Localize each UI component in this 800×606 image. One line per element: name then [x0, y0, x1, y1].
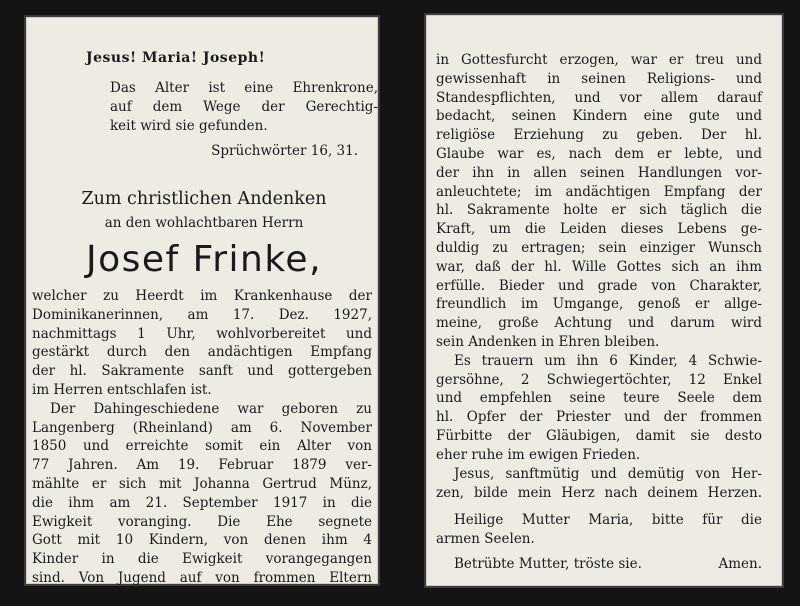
body-line: Langenberg (Rheinland) am 6. November	[32, 419, 372, 436]
body-line: religiöse Erziehung zu geben. Der hl.	[436, 127, 762, 144]
invocation-header: Jesus! Maria! Joseph!	[86, 50, 266, 66]
body-line: gestärkt durch den andächtigen Empfang	[32, 344, 372, 361]
prayer-line: zen, bilde mein Herz nach deinem Herzen.	[436, 484, 762, 501]
body-line: Standespflichten, und vor allem darauf	[436, 89, 762, 106]
body-line: meine, große Achtung und darum wird	[436, 315, 762, 332]
body-line: der ihn in allen seinen Handlungen vor-	[436, 164, 762, 181]
prayer-line: Jesus, sanftmütig und demütig von Her-	[454, 466, 762, 482]
body-line: duldig zu ertragen; sein einziger Wunsch	[436, 239, 762, 256]
verse-line: keit wird sie gefunden.	[110, 117, 268, 134]
body-line: Der Dahingeschiedene war geboren zu	[50, 400, 372, 417]
body-line: im Herren entschlafen ist.	[32, 381, 212, 398]
body-line: Ewigkeit voranging. Die Ehe segnete	[32, 513, 372, 530]
body-line: erfülle. Bieder und grade von Charakter,	[436, 277, 762, 294]
body-line: Dominikanerinnen, am 17. Dez. 1927,	[32, 306, 372, 323]
prayer-line: armen Seelen.	[436, 530, 535, 547]
body-line: in Gottesfurcht erzogen, war er treu und	[436, 52, 762, 68]
memorial-intro: an den wohlachtbaren Herrn	[104, 215, 304, 231]
body-line: Kinder in die Ewigkeit vorangegangen	[32, 551, 372, 568]
closing-row	[436, 555, 762, 574]
prayer-line: Betrübte Mutter, tröste sie.	[454, 556, 642, 572]
body-line: und empfehlen seine teure Seele dem	[436, 390, 762, 407]
right-memorial-card	[424, 13, 784, 588]
body-line: anleuchtete; im andächtigen Empfang der	[436, 183, 762, 200]
body-line: hl. Opfer der Priester und der frommen	[436, 409, 762, 426]
body-line: welcher zu Heerdt im Krankenhause der	[32, 288, 372, 304]
prayer-mother	[436, 555, 762, 574]
body-line: sein Andenken in Ehren bleiben.	[436, 333, 660, 350]
biography-continued-text	[436, 51, 762, 465]
prayer-maria	[436, 511, 762, 549]
body-line: 1850 und erreichte somit ein Alter von	[32, 438, 372, 455]
body-line: bedacht, seinen Kindern eine gute und	[436, 108, 762, 125]
body-line: nachmittags 1 Uhr, wohlvorbereitet und	[32, 325, 372, 342]
body-line: hl. Sakramente holte er sich täglich die	[436, 202, 762, 219]
left-memorial-card	[24, 15, 380, 586]
prayer-line: Heilige Mutter Maria, bitte für die	[454, 512, 762, 528]
deceased-name: Josef Frinke,	[85, 239, 323, 280]
body-line: eher ruhe im ewigen Frieden.	[436, 446, 641, 463]
body-line: sind. Von Jugend auf von frommen Eltern	[32, 569, 372, 586]
verse-line: auf dem Wege der Gerechtig-	[110, 98, 378, 115]
body-line: gersöhne, 2 Schwiegertöchter, 12 Enkel	[436, 371, 762, 388]
body-line: gewissenhaft in seinen Religions- und	[436, 70, 762, 87]
memorial-title: Zum christlichen Andenken	[81, 189, 327, 209]
body-line: Fürbitte der Gläubigen, damit sie desto	[436, 427, 762, 444]
body-line: war, daß der hl. Wille Gottes sich an ihm	[436, 258, 762, 275]
body-line: 77 Jahren. Am 19. Februar 1879 ver-	[32, 457, 372, 474]
body-line: die ihm am 21. September 1917 in die	[32, 494, 372, 511]
biography-text	[32, 287, 372, 588]
body-line: der hl. Sakramente sanft und gottergeben	[32, 363, 372, 380]
bible-verse	[110, 79, 378, 135]
body-line: mählte er sich mit Johanna Gertrud Münz,	[32, 475, 372, 492]
body-line: Es trauern um ihn 6 Kinder, 4 Schwie-	[454, 352, 762, 369]
prayer-jesus	[436, 465, 762, 503]
verse-line: Das Alter ist eine Ehrenkrone,	[110, 80, 378, 96]
body-line: Kraft, um die Leiden dieses Lebens ge-	[436, 221, 762, 238]
verse-reference: Sprüchwörter 16, 31.	[211, 143, 358, 159]
body-line: freundlich im Umgange, genoß er allge-	[436, 296, 762, 313]
amen-text: Amen.	[718, 556, 762, 572]
body-line: Glaube war es, nach dem er lebte, und	[436, 145, 762, 162]
body-line: Gott mit 10 Kindern, von denen ihm 4	[32, 532, 372, 549]
